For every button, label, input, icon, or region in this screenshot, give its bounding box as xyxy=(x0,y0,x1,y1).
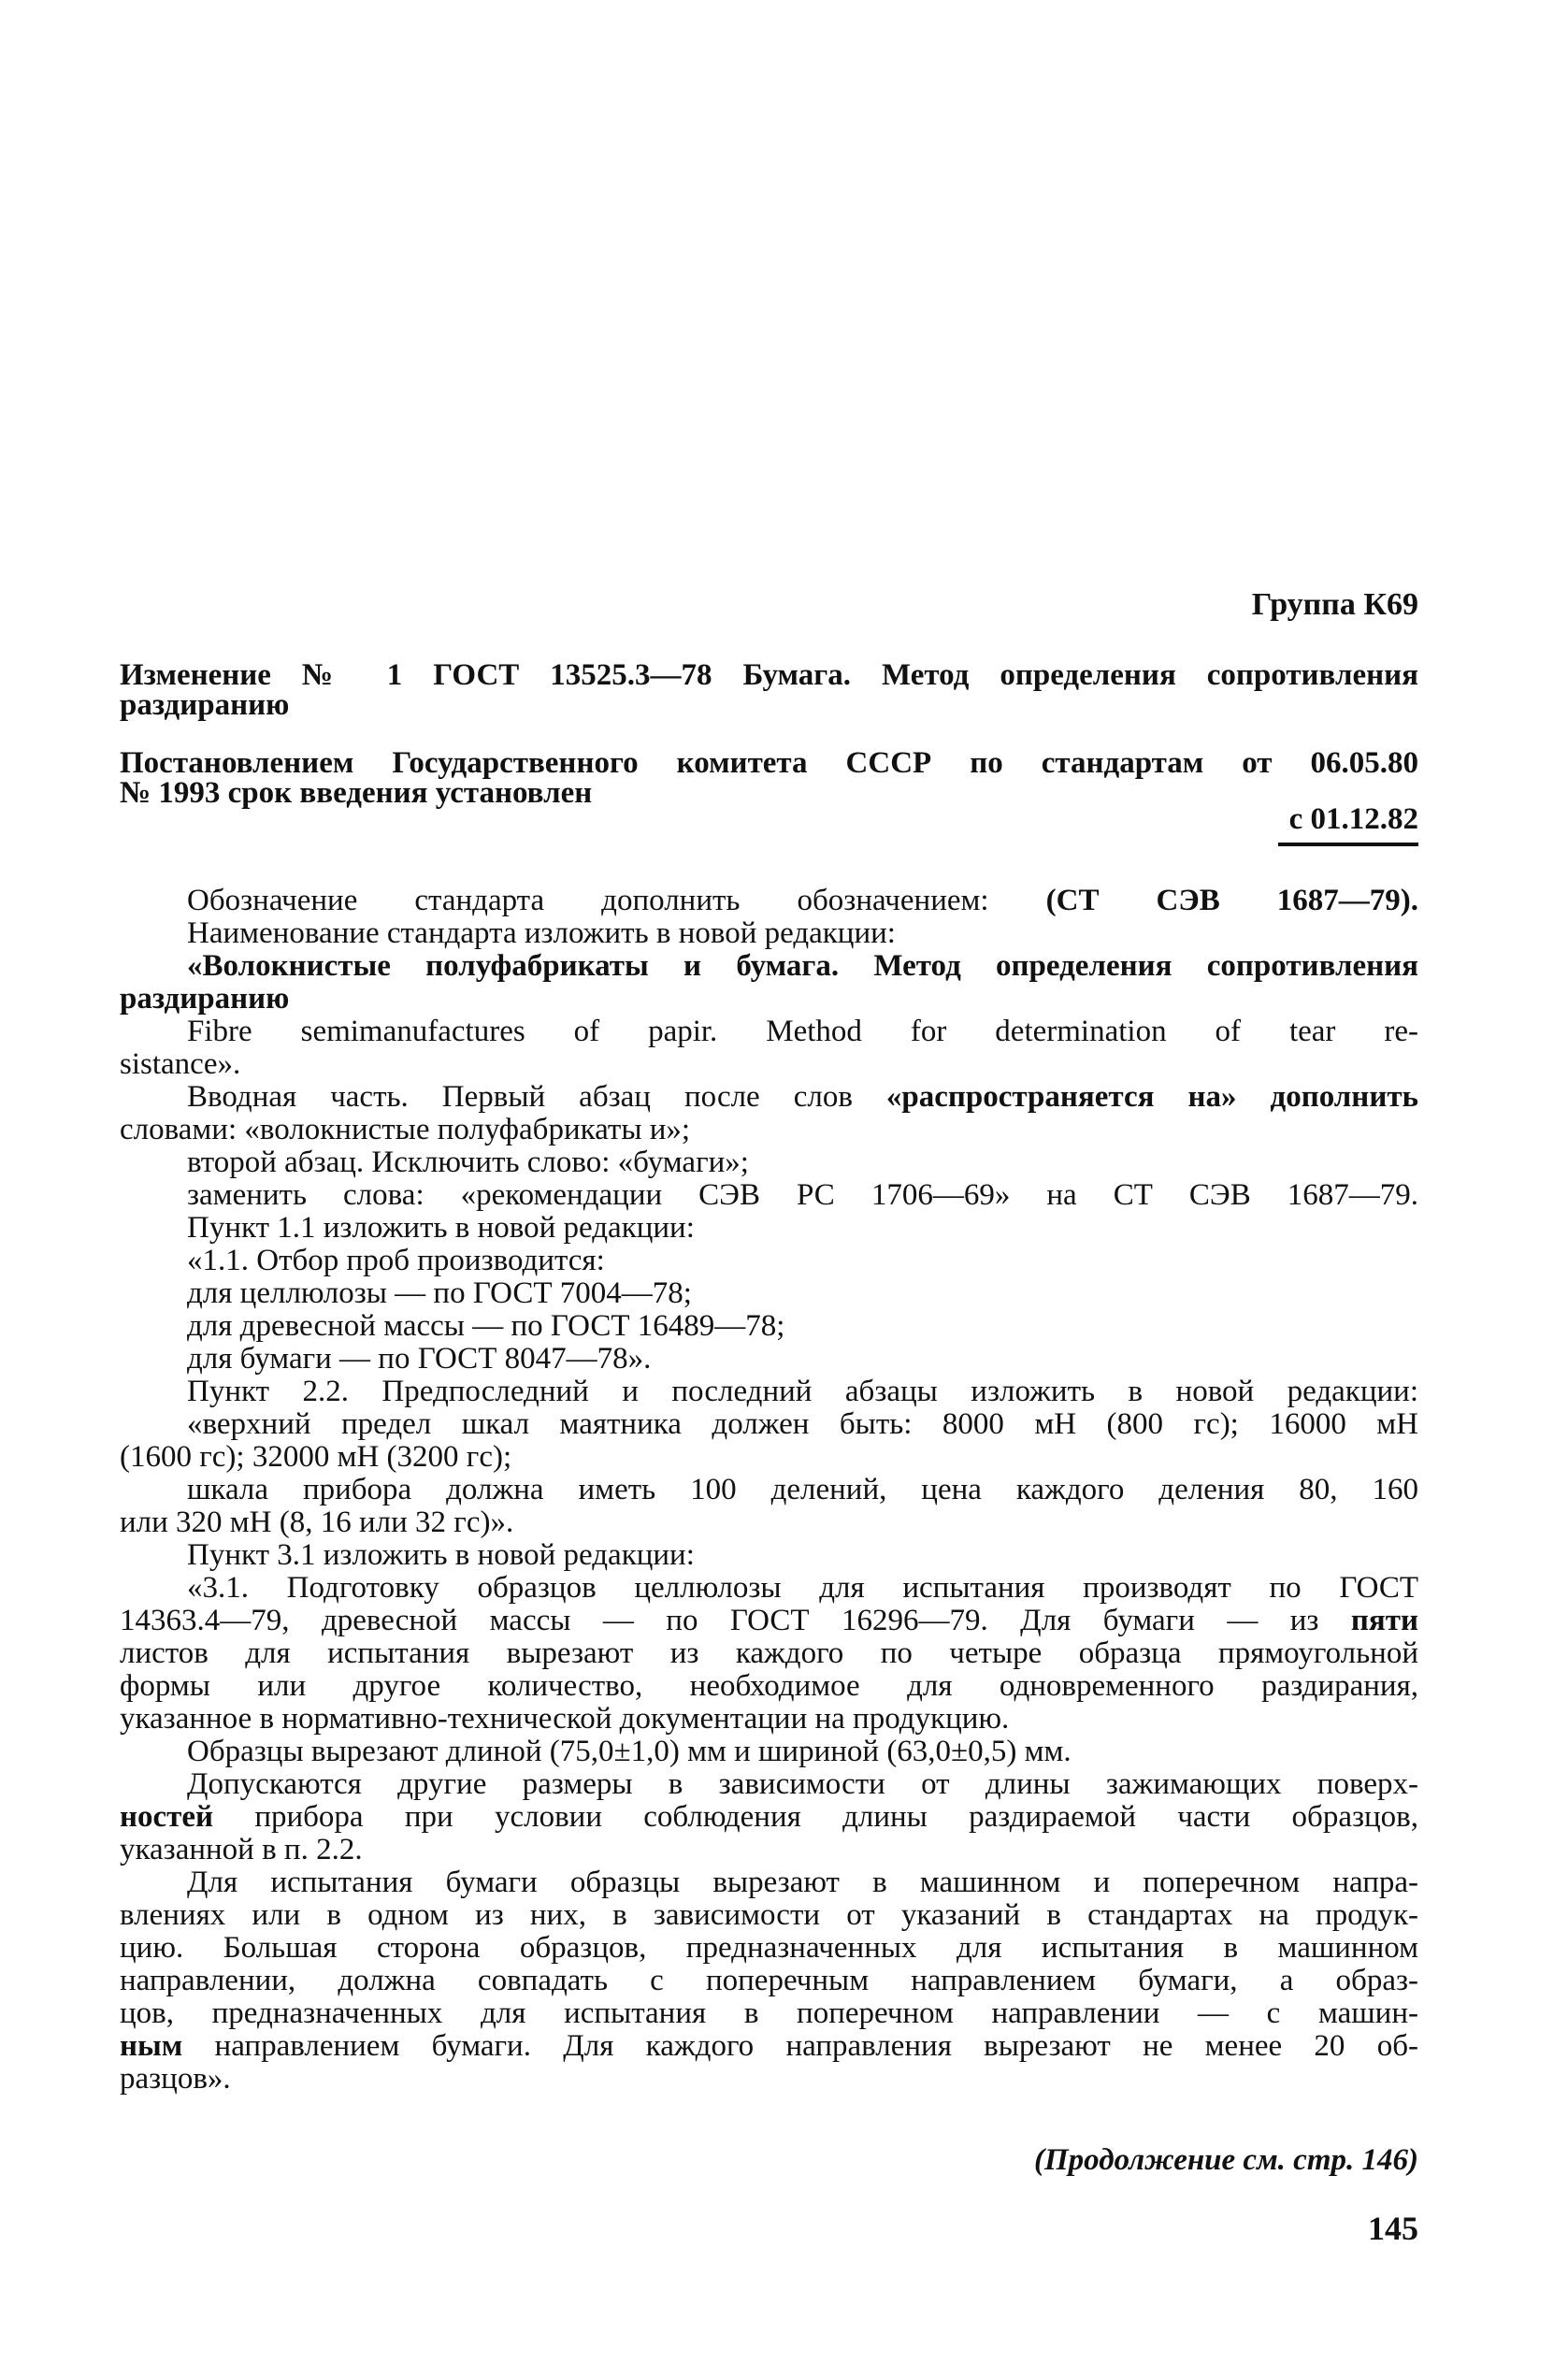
date-underline xyxy=(1278,843,1418,846)
bold-text: пяти xyxy=(1350,1604,1418,1637)
bold-text: ностей xyxy=(120,1800,214,1834)
text-line xyxy=(120,1081,1418,1114)
amendment-body xyxy=(120,885,1418,2096)
text-line xyxy=(120,1965,1418,1997)
text: «1.1. Отбор проб производится: xyxy=(187,1244,605,1277)
text: Пункт 3.1 изложить в новой редакции: xyxy=(187,1538,695,1572)
text: «3.1. Подготовку образцов целлюлозы для испытания производят по ГОСТ xyxy=(187,1571,1418,1605)
text: Образцы вырезают длиной (75,0±1,0) мм и шириной (63,0±0,5) мм. xyxy=(187,1735,1072,1768)
text: (1600 гс); 32000 мН (3200 гс); xyxy=(120,1440,512,1474)
text: листов для испытания вырезают из каждого по четыре образца прямоугольной xyxy=(120,1636,1418,1670)
text: направлением бумаги. Для каждого направления вырезают не менее 20 об- xyxy=(182,2029,1418,2063)
text: Пункт 2.2. Предпоследний и последний абзацы изложить в новой редакции: xyxy=(187,1375,1418,1408)
text-line xyxy=(120,2063,1418,2096)
text: направлении, должна совпадать с поперечным направлением бумаги, а образ- xyxy=(120,1964,1418,1997)
bold-text: ным xyxy=(120,2029,183,2063)
page-number: 145 xyxy=(1368,2210,1418,2247)
text: указанной в п. 2.2. xyxy=(120,1833,363,1866)
text-line xyxy=(120,1114,1418,1146)
text-line xyxy=(120,1441,1418,1474)
text: прибора при условии соблюдения длины раздираемой части образцов, xyxy=(213,1800,1418,1834)
effective-date-text: с 01.12.82 xyxy=(1288,802,1418,836)
text-line xyxy=(120,1016,1418,1048)
text-line xyxy=(120,1997,1418,2030)
text: для целлюлозы — по ГОСТ 7004—78; xyxy=(187,1276,692,1310)
text: второй абзац. Исключить слово: «бумаги»; xyxy=(187,1145,749,1179)
text-line xyxy=(120,917,1418,950)
text: разцов». xyxy=(120,2062,231,2096)
text-line xyxy=(120,885,1418,917)
text: Fibre semimanufactures of papir. Method for determination of tear re- xyxy=(187,1015,1418,1048)
text-line xyxy=(120,983,1418,1016)
text: указанное в нормативно-технической документации на продукцию. xyxy=(120,1702,1010,1736)
text-line xyxy=(120,1539,1418,1572)
text: для древесной массы — по ГОСТ 16489—78; xyxy=(187,1309,785,1343)
text: sistance». xyxy=(120,1047,241,1081)
text: Допускаются другие размеры в зависимости от длины зажимающих поверх- xyxy=(187,1767,1418,1801)
text-line xyxy=(120,1637,1418,1670)
text-line xyxy=(120,1899,1418,1932)
effective-date xyxy=(1216,802,1418,846)
text-line xyxy=(120,1834,1418,1866)
text-line xyxy=(120,1703,1418,1736)
text-line xyxy=(120,1736,1418,1768)
text: шкала прибора должна иметь 100 делений, цена каждого деления 80, 160 xyxy=(187,1473,1418,1506)
text-line xyxy=(120,1212,1418,1245)
text: или 320 мН (8, 16 или 32 гс)». xyxy=(120,1506,514,1539)
amendment-title-line: Изменение № 1 ГОСТ 13525.3—78 Бумага. Метод определения сопротивления xyxy=(120,658,1418,692)
bold-text: (СТ СЭВ 1687—79). xyxy=(1045,884,1418,917)
amendment-title-line: раздиранию xyxy=(120,688,290,722)
text-line xyxy=(120,1376,1418,1408)
group-code: Группа К69 xyxy=(1251,587,1418,622)
bold-text: «распространяется на» дополнить xyxy=(885,1080,1418,1114)
text: словами: «волокнистые полуфабрикаты и»; xyxy=(120,1113,691,1146)
text: заменить слова: «рекомендации СЭВ РС 1706—69» на СТ СЭВ 1687—79. xyxy=(187,1178,1418,1212)
text-line xyxy=(120,1506,1418,1539)
text: 14363.4—79, древесной массы — по ГОСТ 16296—79. Для бумаги — из xyxy=(120,1604,1351,1637)
bold-text: раздиранию xyxy=(120,982,290,1016)
text: Для испытания бумаги образцы вырезают в машинном и поперечном напра- xyxy=(187,1866,1418,1899)
amendment-title xyxy=(120,660,1418,720)
decree-line: Постановлением Государственного комитета СССР по стандартам от 06.05.80 xyxy=(120,746,1418,780)
text: Пункт 1.1 изложить в новой редакции: xyxy=(187,1211,695,1245)
text-line xyxy=(120,1670,1418,1703)
text: формы или другое количество, необходимое для одновременного раздирания, xyxy=(120,1669,1418,1703)
text-line xyxy=(120,1343,1418,1376)
text-line xyxy=(120,1408,1418,1441)
text-line xyxy=(120,1801,1418,1834)
continuation-note: (Продолжение см. стр. 146) xyxy=(1034,2143,1418,2177)
text-line xyxy=(120,1768,1418,1801)
text-line xyxy=(120,1932,1418,1965)
text: влениях или в одном из них, в зависимости от указаний в стандартах на продук- xyxy=(120,1898,1418,1932)
text-line xyxy=(120,1605,1418,1637)
text-line xyxy=(120,1048,1418,1081)
text: Наименование стандарта изложить в новой редакции: xyxy=(187,916,896,950)
text-line xyxy=(120,950,1418,983)
text: «верхний предел шкал маятника должен быть: 8000 мН (800 гс); 16000 мН xyxy=(187,1407,1418,1441)
decree-statement xyxy=(120,748,1418,808)
text-line xyxy=(120,1277,1418,1310)
text: Обозначение стандарта дополнить обозначением: xyxy=(187,884,1046,917)
text: цов, предназначенных для испытания в поперечном направлении — с машин- xyxy=(120,1996,1418,2030)
text-line xyxy=(120,1179,1418,1212)
text-line xyxy=(120,1572,1418,1605)
text-line xyxy=(120,1310,1418,1343)
text: Вводная часть. Первый абзац после слов xyxy=(187,1080,886,1114)
text-line xyxy=(120,1146,1418,1179)
text-line xyxy=(120,1866,1418,1899)
text-line xyxy=(120,1245,1418,1277)
text: цию. Большая сторона образцов, предназначенных для испытания в машинном xyxy=(120,1931,1418,1965)
decree-line: № 1993 срок введения установлен xyxy=(120,776,593,810)
text: для бумаги — по ГОСТ 8047—78». xyxy=(187,1342,652,1376)
bold-text: «Волокнистые полуфабрикаты и бумага. Метод определения сопротивления xyxy=(187,949,1418,983)
text-line xyxy=(120,2030,1418,2063)
text-line xyxy=(120,1474,1418,1506)
